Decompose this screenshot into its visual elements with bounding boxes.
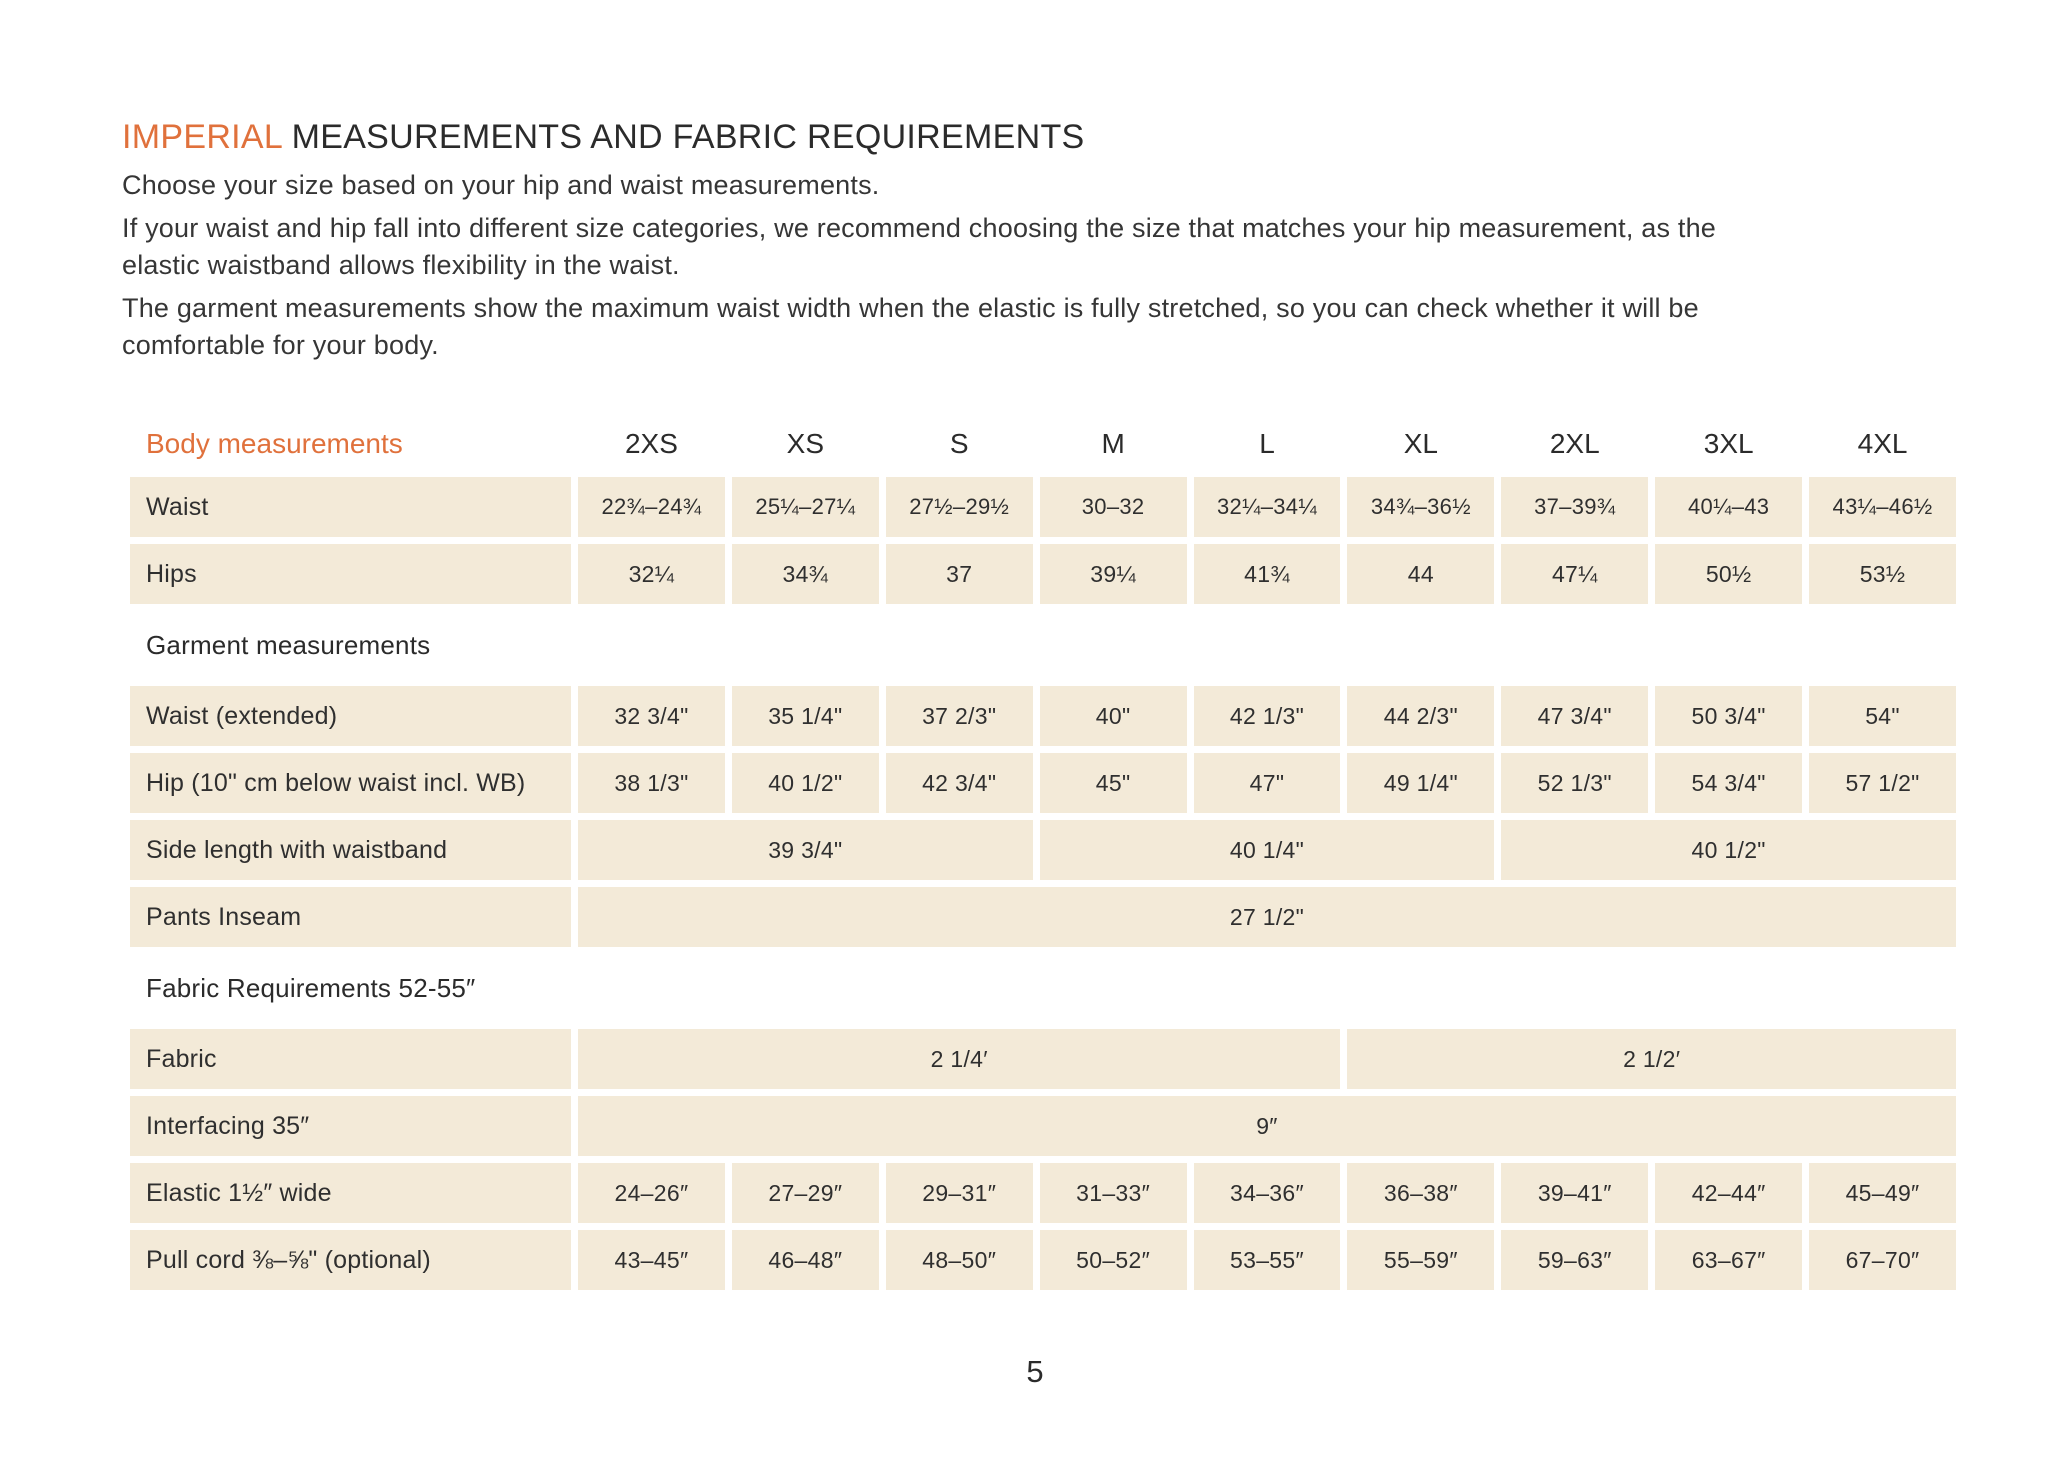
page-title-highlight: IMPERIAL bbox=[122, 118, 282, 156]
row-label: Hip (10" cm below waist incl. WB) bbox=[130, 753, 571, 813]
table-cell: 37 2/3" bbox=[886, 686, 1033, 746]
column-header-size: 2XS bbox=[624, 428, 678, 459]
table-cell: 32¼ bbox=[578, 544, 725, 604]
table-section-header: Garment measurements bbox=[146, 629, 431, 660]
table-cell: 55–59″ bbox=[1347, 1230, 1494, 1290]
table-cell: 57 1/2" bbox=[1809, 753, 1956, 813]
column-header-size: L bbox=[1259, 428, 1275, 459]
table-cell: 39¼ bbox=[1040, 544, 1187, 604]
table-cell: 54 3/4" bbox=[1655, 753, 1802, 813]
table-cell: 36–38″ bbox=[1347, 1163, 1494, 1223]
intro-line: elastic waistband allows flexibility in the waist. bbox=[122, 250, 680, 280]
column-header-size: XL bbox=[1403, 428, 1438, 459]
table-cell: 47¼ bbox=[1501, 544, 1648, 604]
table-cell: 29–31″ bbox=[886, 1163, 1033, 1223]
table-cell: 2 1/4′ bbox=[578, 1029, 1340, 1089]
table-cell: 32¼–34¼ bbox=[1194, 477, 1341, 537]
table-cell: 50½ bbox=[1655, 544, 1802, 604]
intro-paragraphs bbox=[122, 167, 1956, 364]
table-cell: 34¾–36½ bbox=[1347, 477, 1494, 537]
table-cell: 41¾ bbox=[1194, 544, 1341, 604]
table-cell: 43¼–46½ bbox=[1809, 477, 1956, 537]
table-cell: 48–50″ bbox=[886, 1230, 1033, 1290]
table-cell: 52 1/3" bbox=[1501, 753, 1648, 813]
table-cell: 42 3/4" bbox=[886, 753, 1033, 813]
row-label: Fabric bbox=[130, 1029, 571, 1089]
table-cell: 44 bbox=[1347, 544, 1494, 604]
table-cell: 45–49″ bbox=[1809, 1163, 1956, 1223]
table-cell: 40 1/2" bbox=[1501, 820, 1956, 880]
table-cell: 43–45″ bbox=[578, 1230, 725, 1290]
table-cell: 39–41″ bbox=[1501, 1163, 1648, 1223]
row-label: Waist bbox=[130, 477, 571, 537]
row-label: Hips bbox=[130, 544, 571, 604]
row-label: Pants Inseam bbox=[130, 887, 571, 947]
table-cell: 37–39¾ bbox=[1501, 477, 1648, 537]
size-table bbox=[130, 418, 1956, 1290]
table-cell: 53–55″ bbox=[1194, 1230, 1341, 1290]
table-cell: 40 1/2" bbox=[732, 753, 879, 813]
table-section-header: Fabric Requirements 52-55″ bbox=[146, 972, 476, 1003]
table-cell: 42–44″ bbox=[1655, 1163, 1802, 1223]
column-header-size: 4XL bbox=[1857, 428, 1908, 459]
table-cell: 40" bbox=[1040, 686, 1187, 746]
table-cell: 47 3/4" bbox=[1501, 686, 1648, 746]
column-header-size: 3XL bbox=[1703, 428, 1754, 459]
table-cell: 45" bbox=[1040, 753, 1187, 813]
page-number: 5 bbox=[1026, 1354, 1044, 1389]
column-header-size: S bbox=[949, 428, 969, 459]
table-cell: 67–70″ bbox=[1809, 1230, 1956, 1290]
row-label: Pull cord ⅜–⅝" (optional) bbox=[130, 1230, 571, 1290]
intro-line: comfortable for your body. bbox=[122, 330, 439, 360]
table-cell: 54" bbox=[1809, 686, 1956, 746]
table-cell: 9″ bbox=[578, 1096, 1956, 1156]
table-cell: 42 1/3" bbox=[1194, 686, 1341, 746]
column-header-size: XS bbox=[786, 428, 824, 459]
table-cell: 27 1/2" bbox=[578, 887, 1956, 947]
table-cell: 34¾ bbox=[732, 544, 879, 604]
table-cell: 46–48″ bbox=[732, 1230, 879, 1290]
row-label: Elastic 1½″ wide bbox=[130, 1163, 571, 1223]
table-cell: 37 bbox=[886, 544, 1033, 604]
table-cell: 24–26″ bbox=[578, 1163, 725, 1223]
table-cell: 27–29″ bbox=[732, 1163, 879, 1223]
table-cell: 63–67″ bbox=[1655, 1230, 1802, 1290]
table-cell: 35 1/4" bbox=[732, 686, 879, 746]
column-header-size: M bbox=[1101, 428, 1125, 459]
table-cell: 38 1/3" bbox=[578, 753, 725, 813]
table-cell: 31–33″ bbox=[1040, 1163, 1187, 1223]
table-cell: 59–63″ bbox=[1501, 1230, 1648, 1290]
page-title-rest: MEASUREMENTS AND FABRIC REQUIREMENTS bbox=[281, 118, 1085, 156]
page-title bbox=[122, 118, 1956, 157]
table-cell: 50 3/4" bbox=[1655, 686, 1802, 746]
table-cell: 39 3/4" bbox=[578, 820, 1033, 880]
row-label: Waist (extended) bbox=[130, 686, 571, 746]
table-cell: 32 3/4" bbox=[578, 686, 725, 746]
table-cell: 50–52″ bbox=[1040, 1230, 1187, 1290]
table-header-body-measurements: Body measurements bbox=[146, 428, 403, 459]
table-cell: 30–32 bbox=[1040, 477, 1187, 537]
table-cell: 27½–29½ bbox=[886, 477, 1033, 537]
column-header-size: 2XL bbox=[1549, 428, 1600, 459]
table-cell: 2 1/2′ bbox=[1347, 1029, 1956, 1089]
row-label: Interfacing 35″ bbox=[130, 1096, 571, 1156]
table-cell: 34–36″ bbox=[1194, 1163, 1341, 1223]
table-cell: 47" bbox=[1194, 753, 1341, 813]
table-cell: 40 1/4" bbox=[1040, 820, 1495, 880]
table-cell: 22¾–24¾ bbox=[578, 477, 725, 537]
table-cell: 49 1/4" bbox=[1347, 753, 1494, 813]
table-cell: 53½ bbox=[1809, 544, 1956, 604]
intro-line: Choose your size based on your hip and waist measurements. bbox=[122, 170, 880, 200]
table-cell: 44 2/3" bbox=[1347, 686, 1494, 746]
row-label: Side length with waistband bbox=[130, 820, 571, 880]
intro-line: The garment measurements show the maximum waist width when the elastic is fully stretched, so you can check whether it will be bbox=[122, 293, 1699, 323]
table-cell: 25¼–27¼ bbox=[732, 477, 879, 537]
table-cell: 40¼–43 bbox=[1655, 477, 1802, 537]
intro-line: If your waist and hip fall into different size categories, we recommend choosing the size that matches your hip measurement, as the bbox=[122, 213, 1717, 243]
